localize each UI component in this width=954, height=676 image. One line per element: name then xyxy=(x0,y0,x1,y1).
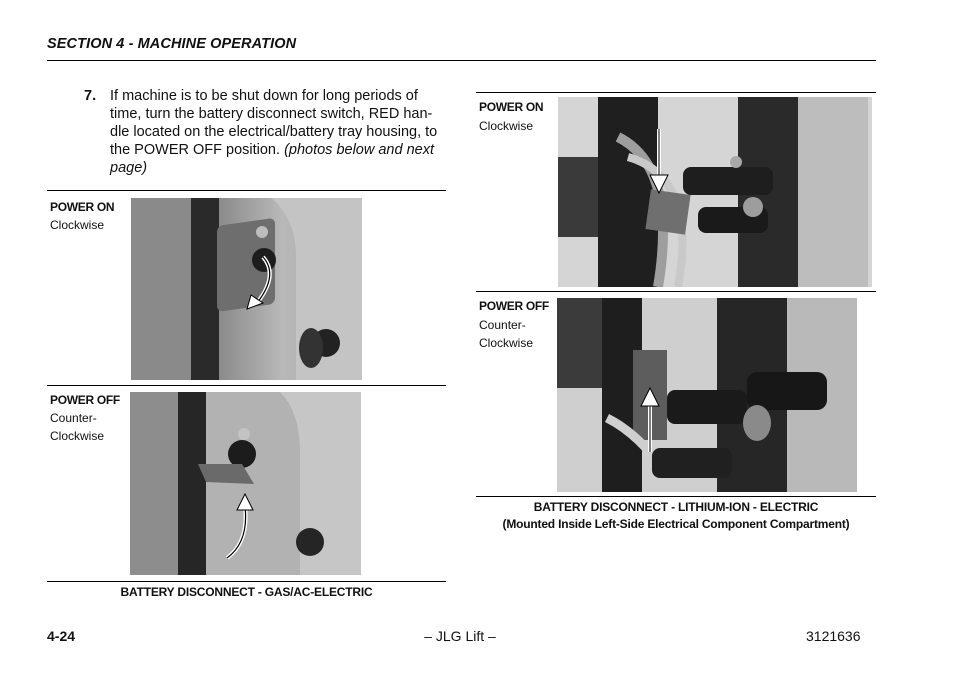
photo-lithium-power-off xyxy=(557,298,857,492)
section-title: SECTION 4 - MACHINE OPERATION xyxy=(47,36,297,52)
photo-lithium-power-on xyxy=(558,97,872,287)
left-figure-caption: BATTERY DISCONNECT - GAS/AC-ELECTRIC xyxy=(120,585,373,599)
left-power-off-title: POWER OFF xyxy=(50,393,120,407)
left-power-off-direction-1: Counter- xyxy=(50,411,97,425)
right-power-off-title: POWER OFF xyxy=(479,299,549,313)
left-power-off-direction-2: Clockwise xyxy=(50,429,105,443)
step-text: If machine is to be shut down for long periods of time, turn the battery disconnect switch, RED han- dle located on the electrical/battery tray housing, to the POWER OFF position. xyxy=(110,88,438,158)
right-figure-top-rule xyxy=(476,92,876,93)
doc-number: 3121636 xyxy=(806,628,861,644)
curved-arrow-counterclockwise-icon xyxy=(223,492,257,562)
right-power-on-direction: Clockwise xyxy=(479,119,534,133)
right-power-on-title: POWER ON xyxy=(479,100,544,114)
header-rule xyxy=(47,60,876,61)
right-power-off-direction-2: Clockwise xyxy=(479,336,534,350)
arrow-up-icon xyxy=(639,386,661,454)
right-figure-caption-line1: BATTERY DISCONNECT - LITHIUM-ION - ELECTRIC xyxy=(533,500,819,514)
photo-gas-power-off xyxy=(130,392,361,575)
curved-arrow-clockwise-icon xyxy=(241,253,281,313)
footer-center: – JLG Lift – xyxy=(424,628,496,644)
step-note: (photos below and next page) xyxy=(110,142,434,176)
page-number: 4-24 xyxy=(47,628,76,644)
right-figure-mid-rule xyxy=(476,291,876,292)
left-figure-mid-rule xyxy=(47,385,446,386)
left-power-on-title: POWER ON xyxy=(50,200,115,214)
right-figure-bottom-rule xyxy=(476,496,876,497)
left-power-on-direction: Clockwise xyxy=(50,218,105,232)
arrow-down-icon xyxy=(648,127,670,195)
left-figure-bottom-rule xyxy=(47,581,446,582)
photo-gas-power-on xyxy=(131,198,362,380)
left-figure-top-rule xyxy=(47,190,446,191)
right-figure-caption-line2: (Mounted Inside Left-Side Electrical Component Compartment) xyxy=(502,517,850,531)
right-power-off-direction-1: Counter- xyxy=(479,318,526,332)
step-number: 7. xyxy=(84,88,97,104)
step-text-block xyxy=(110,87,450,177)
